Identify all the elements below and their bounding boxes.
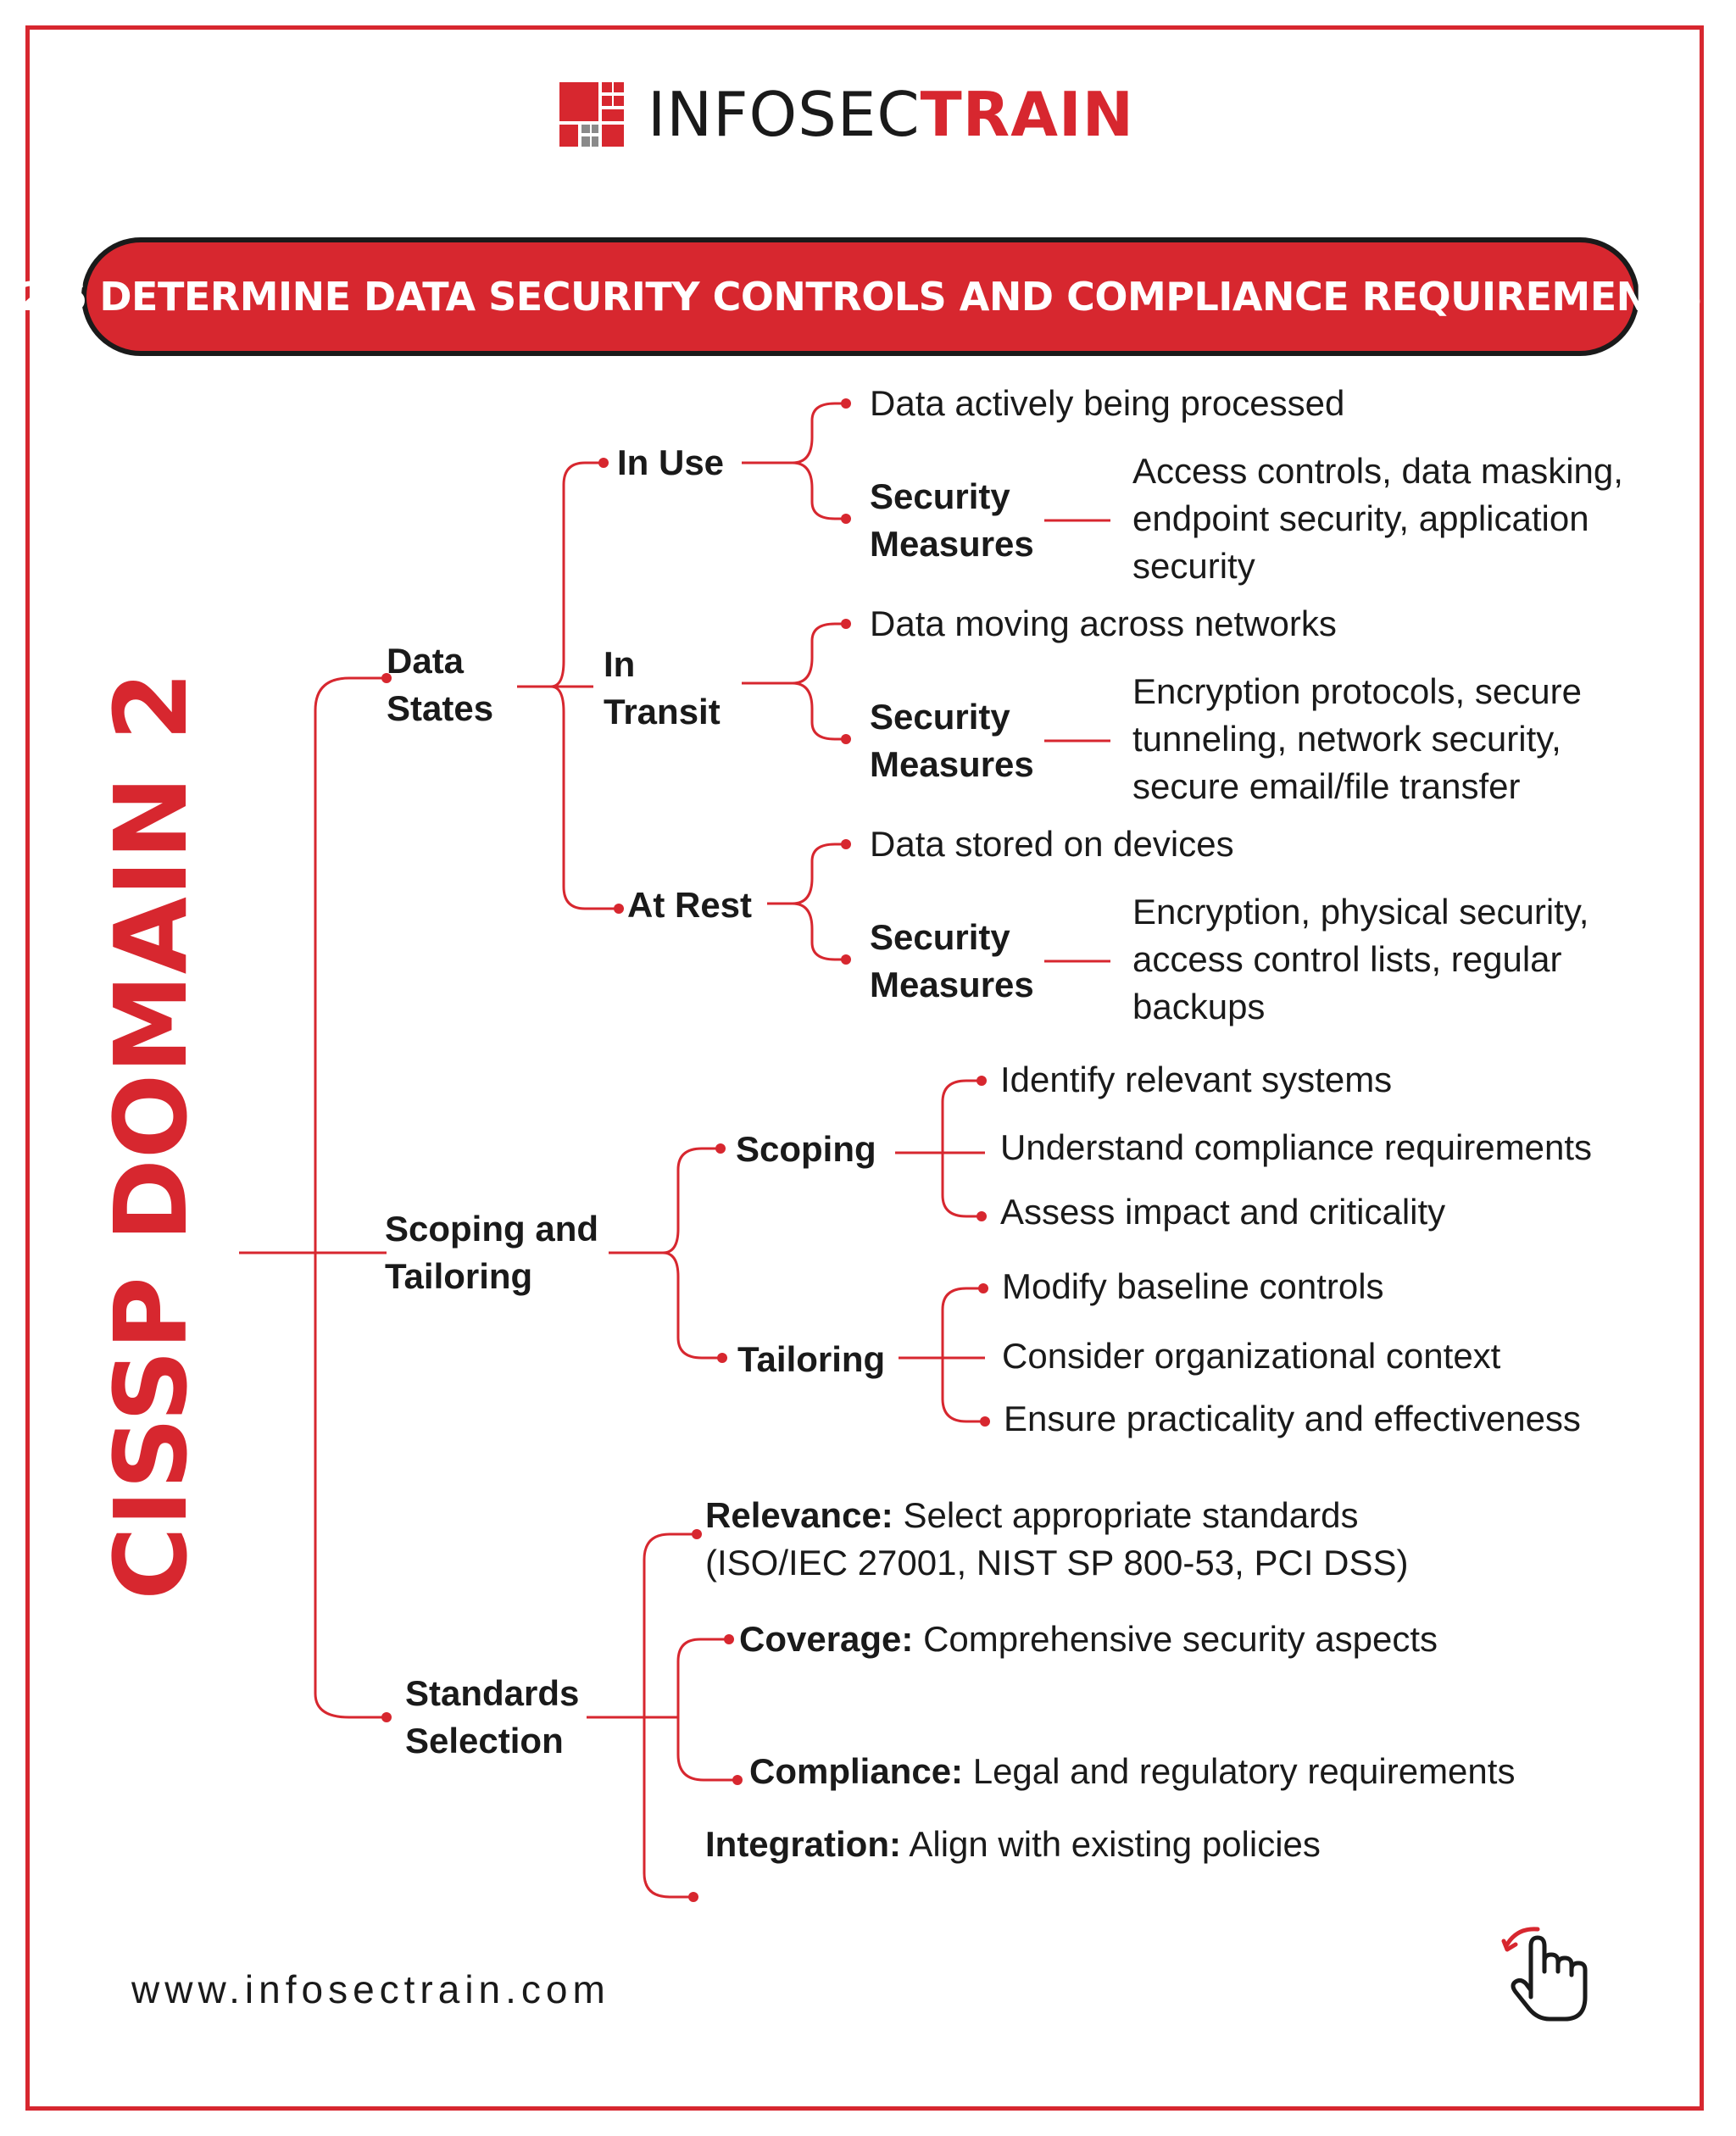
side-title: CISSP DOMAIN 2 [92,671,209,1600]
at-rest-description: Data stored on devices [870,824,1234,864]
website-url: www.infosectrain.com [131,1967,610,2011]
in-transit-description: Data moving across networks [870,604,1337,643]
node-in-transit: In Transit [604,644,721,731]
standards-item-compliance: Compliance: Legal and regulatory requirements [749,1751,1516,1791]
in-transit-measures: Encryption protocols, secure tunneling, network security, secure email/file transfer [1132,671,1582,806]
standards-item-relevance: Relevance: Select appropriate standards [705,1495,1359,1535]
at-rest-measures: Encryption, physical security, access control lists, regular backups [1132,892,1589,1026]
tailoring-item: Ensure practicality and effectiveness [1004,1399,1581,1438]
scoping-item: Assess impact and criticality [1000,1192,1446,1232]
node-scoping-tailoring: Scoping and Tailoring [385,1209,598,1296]
tailoring-item: Consider organizational context [1002,1336,1501,1376]
node-scoping: Scoping [736,1129,876,1169]
in-transit-measures-label: Security Measures [870,697,1034,784]
standards-item-relevance-examples: (ISO/IEC 27001, NIST SP 800-53, PCI DSS) [705,1543,1409,1583]
in-use-measures-label: Security Measures [870,476,1034,564]
scoping-item: Understand compliance requirements [1000,1127,1593,1167]
scoping-item: Identify relevant systems [1000,1060,1393,1099]
node-tailoring: Tailoring [737,1339,886,1379]
pointing-hand-icon [1500,1916,1594,2026]
in-use-measures: Access controls, data masking, endpoint security, application security [1132,451,1623,586]
brand-name: INFOSECTRAIN [648,79,1134,150]
at-rest-measures-label: Security Measures [870,917,1034,1004]
node-standards-selection: Standards Selection [405,1673,580,1761]
node-data-states: Data States [387,641,494,728]
tailoring-item: Modify baseline controls [1002,1266,1384,1306]
banner-title: 2.6 DETERMINE DATA SECURITY CONTROLS AND COMPLIANCE REQUIREMENTS [18,274,1703,320]
in-use-description: Data actively being processed [870,383,1345,423]
node-in-use: In Use [617,442,725,482]
standards-item-integration: Integration: Align with existing policies [705,1824,1321,1864]
node-at-rest: At Rest [627,885,753,925]
standards-item-coverage: Coverage: Comprehensive security aspects [739,1619,1438,1659]
